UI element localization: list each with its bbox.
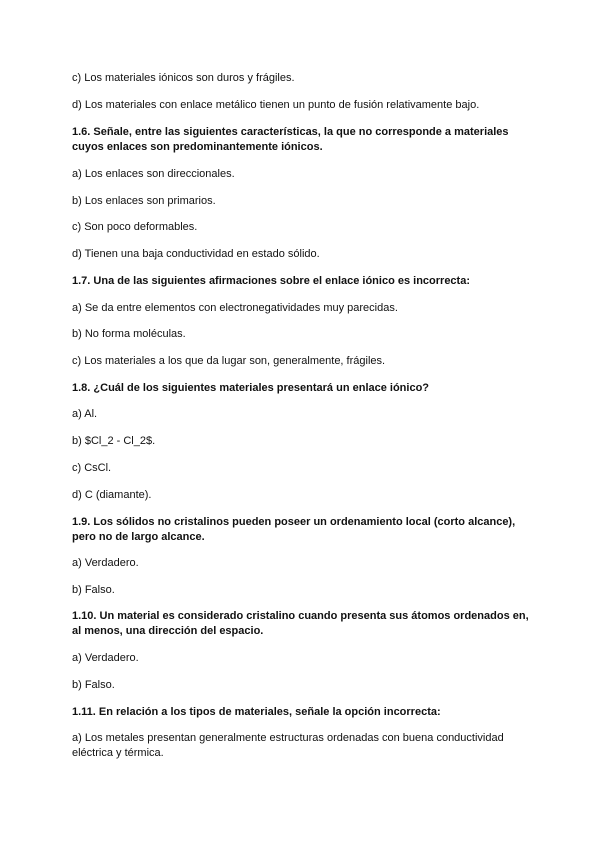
option-line: c) Los materiales a los que da lugar son, generalmente, frágiles. [72, 355, 386, 367]
option-line: b) Falso. [72, 584, 115, 596]
option-line: c) Los materiales iónicos son duros y frágiles. [72, 72, 295, 84]
option-line: d) Los materiales con enlace metálico tienen un punto de fusión relativamente bajo. [72, 99, 480, 111]
option-line: b) No forma moléculas. [72, 328, 186, 340]
question-1-10: 1.10. Un material es considerado cristalino cuando presenta sus átomos ordenados en, al menos, una dirección del espacio. [72, 610, 529, 637]
option-line: d) C (diamante). [72, 489, 152, 501]
option-line: b) $Cl_2 - Cl_2$. [72, 435, 156, 447]
option-line: c) Son poco deformables. [72, 221, 198, 233]
question-1-7: 1.7. Una de las siguientes afirmaciones sobre el enlace iónico es incorrecta: [72, 275, 470, 287]
option-line: a) Se da entre elementos con electronegatividades muy parecidas. [72, 302, 398, 314]
option-line: d) Tienen una baja conductividad en estado sólido. [72, 248, 320, 260]
option-line: a) Los metales presentan generalmente estructuras ordenadas con buena conductividad eléctrica y térmica. [72, 732, 504, 759]
option-line: a) Verdadero. [72, 557, 139, 569]
option-line: b) Los enlaces son primarios. [72, 195, 216, 207]
option-line: a) Los enlaces son direccionales. [72, 168, 235, 180]
option-line: a) Verdadero. [72, 652, 139, 664]
question-1-9: 1.9. Los sólidos no cristalinos pueden poseer un ordenamiento local (corto alcance), pero no de largo alcance. [72, 516, 516, 543]
question-1-11: 1.11. En relación a los tipos de materiales, señale la opción incorrecta: [72, 706, 441, 718]
option-line: c) CsCl. [72, 462, 112, 474]
option-line: a) Al. [72, 408, 98, 420]
option-line: b) Falso. [72, 679, 115, 691]
question-1-6: 1.6. Señale, entre las siguientes características, la que no corresponde a materiales cuyos enlaces son predominantemente iónicos. [72, 126, 509, 153]
question-1-8: 1.8. ¿Cuál de los siguientes materiales presentará un enlace iónico? [72, 382, 430, 394]
